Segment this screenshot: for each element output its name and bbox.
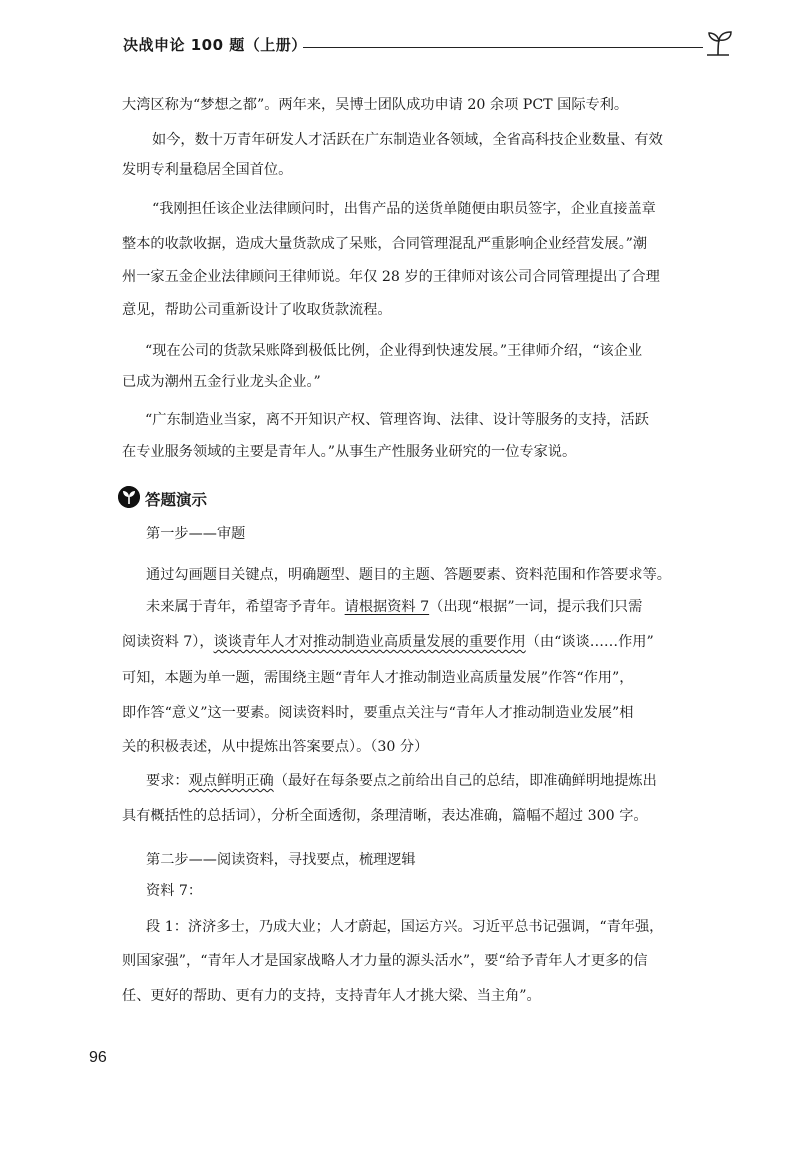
page-number: 96: [89, 1049, 107, 1066]
book-title: 决战申论 100 题（上册）: [123, 36, 307, 54]
paragraph-line: 任、更好的帮助、更有力的支持，支持青年人才挑大梁、当主角”。: [122, 988, 541, 1004]
paragraph-line: 可知，本题为单一题，需围绕主题“青年人才推动制造业高质量发展”作答“作用”，: [122, 670, 634, 686]
key-phrase: 观点鲜明正确: [188, 773, 274, 789]
paragraph-line: 州一家五金企业法律顾问王律师说。年仅 28 岁的王律师对该公司合同管理提出了合理: [122, 269, 660, 285]
paragraph-line: 未来属于青年，希望寄予青年。请根据资料 7（出现“根据”一词，提示我们只需: [146, 599, 643, 615]
paragraph-line: 大湾区称为“梦想之都”。两年来，吴博士团队成功申请 20 余项 PCT 国际专利。: [122, 97, 629, 113]
running-header: [123, 34, 733, 58]
paragraph-line: 要求：观点鲜明正确（最好在每条要点之前给出自己的总结，即准确鲜明地提炼出: [146, 773, 657, 789]
paragraph-line: 段 1：济济多士，乃成大业；人才蔚起，国运方兴。习近平总书记强调，“青年强，: [146, 919, 664, 935]
paragraph-line: 整本的收款收据，造成大量货款成了呆账，合同管理混乱严重影响企业经营发展。”潮: [122, 236, 648, 252]
paragraph-line: 已成为潮州五金行业龙头企业。”: [122, 374, 321, 390]
paragraph-line: 通过勾画题目关键点，明确题型、题目的主题、答题要素、资料范围和作答要求等。: [146, 567, 671, 583]
sprout-circle-icon: [118, 486, 140, 508]
step-title: 第二步——阅读资料，寻找要点，梳理逻辑: [146, 852, 416, 868]
paragraph-line: 意见，帮助公司重新设计了收取货款流程。: [122, 302, 392, 318]
paragraph-line: 如今，数十万青年研发人才活跃在广东制造业各领域，全省高科技企业数量、有效: [152, 132, 663, 148]
paragraph-line: 在专业服务领域的主要是青年人。”从事生产性服务业研究的一位专家说。: [122, 444, 577, 460]
material-label: 资料 7：: [146, 883, 203, 899]
paragraph-line: “我刚担任该企业法律顾问时，出售产品的送货单随便由职员签字，企业直接盖章: [152, 201, 656, 217]
header-rule: [303, 47, 703, 48]
paragraph-line: 具有概括性的总括词），分析全面透彻，条理清晰，表达准确，篇幅不超过 300 字。: [122, 808, 648, 824]
section-title: 答题演示: [145, 491, 208, 509]
paragraph-line: 即作答“意义”这一要素。阅读资料时，要重点关注与“青年人才推动制造业发展”相: [122, 705, 634, 721]
paragraph-line: 则国家强”，“青年人才是国家战略人才力量的源头活水”，要“给予青年人才更多的信: [122, 953, 648, 969]
step-title: 第一步——审题: [146, 526, 246, 542]
paragraph-line: “广东制造业当家，离不开知识产权、管理咨询、法律、设计等服务的支持，活跃: [145, 412, 649, 428]
paragraph-line: 发明专利量稳居全国首位。: [122, 162, 293, 178]
paragraph-line: 阅读资料 7），谈谈青年人才对推动制造业高质量发展的重要作用（由“谈谈……作用”: [122, 634, 654, 650]
key-phrase: 谈谈青年人才对推动制造业高质量发展的重要作用: [213, 634, 526, 650]
key-phrase: 请根据资料 7: [344, 599, 430, 615]
paragraph-line: “现在公司的货款呆账降到极低比例，企业得到快速发展。”王律师介绍，“该企业: [145, 343, 643, 359]
sprout-icon: [701, 30, 735, 58]
paragraph-line: 关的积极表述，从中提炼出答案要点）。（30 分）: [122, 739, 429, 755]
